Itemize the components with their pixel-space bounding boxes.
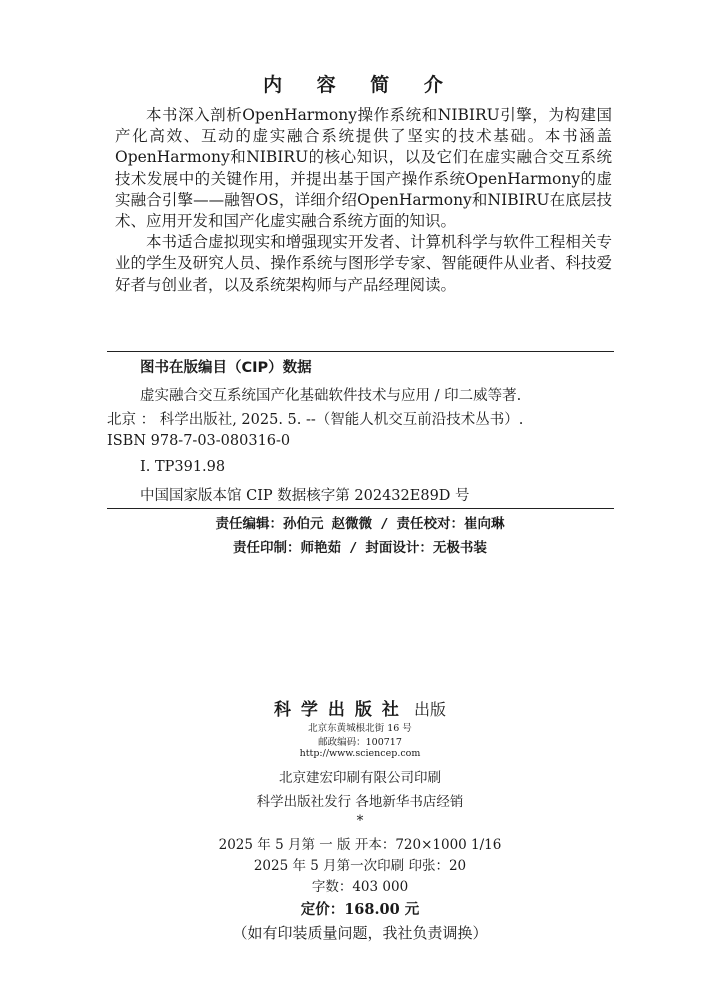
staff-production: 责任印制：师艳茹 / 封面设计：无极书装 xyxy=(233,540,487,556)
publisher-address: 北京东黄城根北街 16 号 xyxy=(308,723,412,734)
word-count: 字数：403 000 xyxy=(311,879,409,895)
cip-line-publisher: 北京 ： 科学出版社, 2025. 5. --（智能人机交互前沿技术丛书）. xyxy=(107,412,524,428)
cip-bottom-divider xyxy=(107,508,614,509)
publisher-postcode: 邮政编码：100717 xyxy=(318,737,402,748)
distribution-info: 科学出版社发行 各地新华书店经销 xyxy=(256,794,464,810)
page-title: 内 容 简 介 xyxy=(263,74,457,96)
publisher-logo-text: 科学出版社 xyxy=(273,700,409,720)
edition-info: 2025 年 5 月第 一 版 开本：720×1000 1/16 xyxy=(218,837,502,853)
publisher-website: http://www.sciencep.com xyxy=(299,748,421,759)
intro-paragraph-2: 本书适合虚拟现实和增强现实开发者、计算机科学与软件工程相关专业的学生及研究人员、操作系统与图形学专家、智能硬件从业者、科技爱好者与创业者，以及系统架构师与产品经理阅读。 xyxy=(115,233,612,294)
cip-line-title: 虚实融合交互系统国产化基础软件技术与应用 / 印二威等著. xyxy=(140,388,522,404)
price: 定价：168.00 元 xyxy=(300,901,420,918)
cip-line-isbn: ISBN 978-7-03-080316-0 xyxy=(107,433,291,449)
cip-line-classification: Ⅰ. TP391.98 xyxy=(140,459,226,475)
separator-star: * xyxy=(356,813,364,829)
cip-heading: 图书在版编目（CIP）数据 xyxy=(140,360,312,376)
introduction-body xyxy=(115,105,612,296)
publisher-line xyxy=(0,695,720,720)
cip-line-record-number: 中国国家版本馆 CIP 数据核字第 202432E89D 号 xyxy=(140,488,470,504)
printer-info: 北京建宏印刷有限公司印刷 xyxy=(279,770,441,786)
intro-paragraph-1: 本书深入剖析OpenHarmony操作系统和NIBIRU引擎，为构建国产化高效、互动的虚实融合系统提供了坚实的技术基础。本书涵盖OpenHarmony和NIBIRU的核心知识，以及它们在虚实融合交互系统技术发展中的关键作用，并提出基于国产操作系统OpenHarmony的虚实融合引擎——融智OS，详细介绍OpenHarmony和NIBIRU在底层技术、应用开发和国产化虚实融合系统方面的知识。 xyxy=(115,106,612,231)
printing-info: 2025 年 5 月第一次印刷 印张：20 xyxy=(253,858,467,874)
quality-notice: （如有印装质量问题，我社负责调换） xyxy=(232,924,488,942)
publisher-suffix: 出版 xyxy=(414,700,447,719)
cip-top-divider xyxy=(107,351,614,352)
staff-editors: 责任编辑：孙伯元 赵微微 / 责任校对：崔向琳 xyxy=(215,516,505,532)
